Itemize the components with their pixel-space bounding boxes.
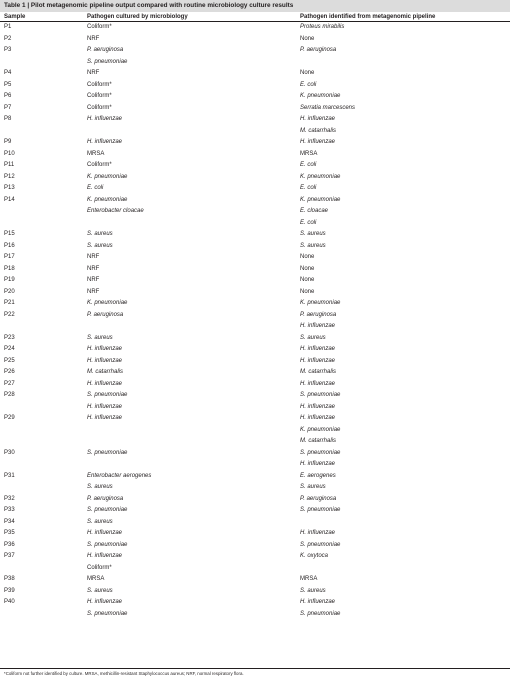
identified-pathogens — [300, 310, 336, 333]
cultured-pathogen: M. catarrhalis — [87, 369, 124, 375]
identified-pathogens — [300, 287, 314, 299]
identified-pathogen: None — [300, 70, 315, 76]
identified-pathogen: None — [300, 265, 315, 272]
cultured-pathogens — [87, 310, 123, 322]
sample-id: P36 — [4, 541, 15, 548]
cultured-pathogens — [87, 367, 123, 379]
identified-pathogens — [300, 574, 317, 586]
identified-pathogen: S. pneumoniae — [300, 392, 341, 398]
table-row — [0, 34, 510, 46]
identified-pathogen: MRSA — [300, 576, 318, 582]
cultured-pathogen: Enterobacter cloacae — [87, 208, 144, 214]
identified-pathogens — [300, 80, 316, 92]
identified-pathogens — [300, 34, 314, 46]
identified-pathogens — [300, 45, 336, 57]
table-row — [0, 149, 510, 161]
identified-pathogen: H. influenzae — [300, 116, 336, 122]
identified-pathogens — [300, 114, 336, 137]
identified-pathogen: Proteus mirabilis — [300, 24, 345, 30]
cultured-pathogens — [87, 287, 99, 299]
table-row — [0, 229, 510, 241]
cultured-pathogen: S. aureus — [87, 242, 113, 249]
sample-id: P18 — [4, 265, 15, 272]
table-row — [0, 528, 510, 540]
identified-pathogen: H. influenzae — [300, 323, 336, 329]
cultured-pathogen: Enterobacter aerogenes — [87, 472, 152, 479]
identified-pathogens — [300, 252, 314, 264]
identified-pathogens — [300, 160, 316, 172]
cultured-pathogen: Coliform* — [87, 93, 112, 99]
sample-id: P33 — [4, 507, 15, 513]
identified-pathogens — [300, 172, 340, 184]
cultured-pathogen: Coliform* — [87, 162, 112, 168]
cultured-pathogen: H. influenzae — [87, 357, 123, 364]
identified-pathogen: S. aureus — [300, 242, 326, 249]
cultured-pathogen: H. influenzae — [87, 599, 123, 605]
cultured-pathogen: S. pneumoniae — [87, 610, 128, 617]
identified-pathogen: H. influenzae — [300, 415, 336, 421]
table-row — [0, 540, 510, 552]
cultured-pathogens — [87, 160, 112, 172]
sample-id: P15 — [4, 231, 15, 237]
sample-id: P8 — [4, 116, 12, 122]
cultured-pathogen: Coliform* — [87, 564, 112, 571]
cultured-pathogen: NRF — [87, 35, 100, 42]
sample-id: P34 — [4, 518, 15, 525]
sample-id: P20 — [4, 288, 15, 295]
sample-id: P24 — [4, 346, 15, 352]
identified-pathogens — [300, 367, 336, 379]
sample-id: P4 — [4, 70, 12, 76]
cultured-pathogens — [87, 195, 144, 218]
cultured-pathogens — [87, 275, 99, 287]
table-row — [0, 344, 510, 356]
cultured-pathogens — [87, 22, 112, 34]
cultured-pathogens — [87, 597, 127, 620]
cultured-pathogens — [87, 333, 113, 345]
identified-pathogens — [300, 494, 336, 506]
cultured-pathogens — [87, 528, 122, 540]
sample-id: P2 — [4, 35, 12, 42]
cultured-pathogen: MRSA — [87, 150, 105, 157]
identified-pathogens — [300, 149, 317, 161]
table-row — [0, 91, 510, 103]
sample-id: P37 — [4, 553, 15, 559]
table-row — [0, 597, 510, 620]
identified-pathogen: H. influenzae — [300, 346, 336, 352]
sample-id: P26 — [4, 369, 15, 375]
identified-pathogens — [300, 275, 314, 287]
table-row — [0, 367, 510, 379]
cultured-pathogen: S. aureus — [87, 231, 113, 237]
identified-pathogens — [300, 379, 335, 391]
table-row — [0, 586, 510, 598]
cultured-pathogens — [87, 183, 103, 195]
identified-pathogens — [300, 390, 340, 413]
cultured-pathogen: NRF — [87, 70, 100, 76]
identified-pathogens — [300, 91, 340, 103]
sample-id: P28 — [4, 392, 15, 398]
identified-pathogen: S. aureus — [300, 334, 326, 341]
header-cultured: Pathogen cultured by microbiology — [87, 14, 188, 20]
table-row — [0, 114, 510, 137]
table-row — [0, 80, 510, 92]
cultured-pathogen: P. aeruginosa — [87, 47, 124, 53]
sample-id: P9 — [4, 139, 12, 145]
identified-pathogens — [300, 68, 314, 80]
identified-pathogen: M. catarrhalis — [300, 127, 337, 134]
identified-pathogen: E. coli — [300, 219, 317, 226]
cultured-pathogen: P. aeruginosa — [87, 495, 124, 502]
identified-pathogen: E. coli — [300, 185, 317, 191]
cultured-pathogen: H. influenzae — [87, 415, 123, 421]
cultured-pathogens — [87, 103, 112, 115]
table-row — [0, 241, 510, 253]
cultured-pathogens — [87, 91, 112, 103]
identified-pathogens — [300, 241, 326, 253]
table-row — [0, 252, 510, 264]
table-row — [0, 160, 510, 172]
identified-pathogen: S. aureus — [300, 484, 326, 490]
cultured-pathogens — [87, 344, 122, 356]
identified-pathogens — [300, 551, 328, 563]
cultured-pathogens — [87, 264, 99, 276]
table-row — [0, 45, 510, 68]
sample-id: P29 — [4, 415, 15, 421]
cultured-pathogen: MRSA — [87, 576, 105, 582]
identified-pathogen: H. influenzae — [300, 530, 336, 536]
identified-pathogens — [300, 333, 326, 345]
cultured-pathogens — [87, 298, 127, 310]
identified-pathogen: H. influenzae — [300, 380, 336, 387]
identified-pathogen: S. aureus — [300, 587, 326, 594]
identified-pathogen: K. pneumoniae — [300, 196, 341, 203]
cultured-pathogen: S. aureus — [87, 484, 113, 490]
table-row — [0, 172, 510, 184]
sample-id: P11 — [4, 162, 15, 168]
identified-pathogen: S. pneumoniae — [300, 507, 341, 513]
cultured-pathogens — [87, 252, 99, 264]
identified-pathogen: K. pneumoniae — [300, 426, 341, 433]
table-row — [0, 379, 510, 391]
cultured-pathogen: NRF — [87, 288, 100, 295]
identified-pathogen: H. influenzae — [300, 461, 336, 467]
cultured-pathogen: S. pneumoniae — [87, 541, 128, 548]
cultured-pathogens — [87, 68, 99, 80]
cultured-pathogens — [87, 540, 127, 552]
identified-pathogen: None — [300, 254, 315, 260]
identified-pathogen: S. pneumoniae — [300, 541, 341, 548]
cultured-pathogens — [87, 45, 127, 68]
identified-pathogen: None — [300, 35, 315, 42]
table-row — [0, 471, 510, 494]
identified-pathogens — [300, 471, 336, 494]
table-row — [0, 137, 510, 149]
cultured-pathogen: S. aureus — [87, 334, 113, 341]
identified-pathogen: M. catarrhalis — [300, 438, 337, 444]
table-row — [0, 310, 510, 333]
sample-id: P14 — [4, 196, 15, 203]
table-row — [0, 275, 510, 287]
identified-pathogen: S. pneumoniae — [300, 610, 341, 617]
identified-pathogens — [300, 540, 340, 552]
identified-pathogen: P. aeruginosa — [300, 311, 337, 318]
identified-pathogens — [300, 344, 335, 356]
sample-id: P39 — [4, 587, 15, 594]
identified-pathogens — [300, 183, 316, 195]
identified-pathogens — [300, 448, 340, 471]
cultured-pathogen: Coliform* — [87, 104, 112, 111]
sample-id: P35 — [4, 530, 15, 536]
identified-pathogen: E. coli — [300, 162, 317, 168]
identified-pathogens — [300, 505, 340, 517]
cultured-pathogens — [87, 241, 113, 253]
cultured-pathogen: S. pneumoniae — [87, 507, 128, 513]
identified-pathogens — [300, 298, 340, 310]
cultured-pathogen: H. influenzae — [87, 116, 123, 122]
table-row — [0, 183, 510, 195]
cultured-pathogens — [87, 80, 112, 92]
cultured-pathogens — [87, 505, 127, 517]
cultured-pathogens — [87, 34, 99, 46]
sample-id: P19 — [4, 277, 15, 283]
sample-id: P1 — [4, 24, 12, 30]
cultured-pathogen: Coliform* — [87, 24, 112, 30]
identified-pathogens — [300, 22, 344, 34]
identified-pathogen: None — [300, 277, 315, 283]
identified-pathogen: S. pneumoniae — [300, 449, 341, 456]
identified-pathogen: M. catarrhalis — [300, 369, 337, 375]
sample-id: P25 — [4, 357, 15, 364]
sample-id: P21 — [4, 300, 15, 306]
cultured-pathogen: H. influenzae — [87, 346, 123, 352]
cultured-pathogens — [87, 574, 104, 586]
identified-pathogens — [300, 356, 335, 368]
identified-pathogen: H. influenzae — [300, 403, 336, 410]
sample-id: P27 — [4, 380, 15, 387]
cultured-pathogen: S. aureus — [87, 518, 113, 525]
sample-id: P40 — [4, 599, 15, 605]
cultured-pathogens — [87, 471, 151, 494]
sample-id: P12 — [4, 173, 15, 180]
identified-pathogen: K. pneumoniae — [300, 173, 341, 180]
identified-pathogens — [300, 103, 355, 115]
identified-pathogens — [300, 229, 326, 241]
sample-id: P5 — [4, 81, 12, 88]
cultured-pathogen: H. influenzae — [87, 380, 123, 387]
identified-pathogen: Serratia marcescens — [300, 104, 356, 111]
table-row — [0, 517, 510, 529]
header-sample: Sample — [4, 14, 26, 20]
cultured-pathogen: S. pneumoniae — [87, 449, 128, 456]
cultured-pathogens — [87, 149, 104, 161]
cultured-pathogen: K. pneumoniae — [87, 173, 128, 180]
cultured-pathogens — [87, 390, 127, 413]
cultured-pathogens — [87, 517, 113, 529]
identified-pathogen: MRSA — [300, 150, 318, 157]
identified-pathogen: S. aureus — [300, 231, 326, 237]
table-row — [0, 413, 510, 448]
table-row — [0, 574, 510, 586]
sample-id: P16 — [4, 242, 15, 249]
sample-id: P22 — [4, 311, 15, 318]
identified-pathogens — [300, 195, 340, 230]
identified-pathogens — [300, 528, 335, 540]
header-identified: Pathogen identified from metagenomic pipeline — [300, 14, 436, 20]
cultured-pathogens — [87, 413, 122, 425]
table-row — [0, 68, 510, 80]
identified-pathogens — [300, 597, 340, 620]
identified-pathogen: E. cloacae — [300, 208, 329, 214]
table-row — [0, 356, 510, 368]
table-caption: Table 1 | Pilot metagenomic pipeline output compared with routine microbiology culture results — [0, 0, 510, 12]
identified-pathogen: P. aeruginosa — [300, 495, 337, 502]
cultured-pathogens — [87, 356, 122, 368]
cultured-pathogen: NRF — [87, 277, 100, 283]
table-footnote: *Coliform not further identified by culture. MRSA, methicillin-resistant Staphylococcus aureus; NRF, normal respiratory flora. — [0, 668, 510, 678]
identified-pathogen: K. pneumoniae — [300, 300, 341, 306]
cultured-pathogen: S. aureus — [87, 587, 113, 594]
cultured-pathogens — [87, 448, 127, 460]
cultured-pathogens — [87, 137, 122, 149]
cultured-pathogen: K. pneumoniae — [87, 300, 128, 306]
sample-id: P17 — [4, 254, 15, 260]
cultured-pathogen: P. aeruginosa — [87, 311, 124, 318]
sample-id: P32 — [4, 495, 15, 502]
sample-id: P30 — [4, 449, 15, 456]
cultured-pathogens — [87, 229, 113, 241]
cultured-pathogen: S. pneumoniae — [87, 392, 128, 398]
identified-pathogens — [300, 264, 314, 276]
cultured-pathogen: Coliform* — [87, 81, 112, 88]
sample-id: P7 — [4, 104, 12, 111]
cultured-pathogens — [87, 114, 122, 126]
table-row — [0, 551, 510, 574]
cultured-pathogens — [87, 551, 122, 574]
table-row — [0, 333, 510, 345]
sample-id: P23 — [4, 334, 15, 341]
table-row — [0, 103, 510, 115]
identified-pathogen: None — [300, 288, 315, 295]
cultured-pathogen: H. influenzae — [87, 530, 123, 536]
identified-pathogen: H. influenzae — [300, 139, 336, 145]
cultured-pathogen: K. pneumoniae — [87, 196, 128, 203]
cultured-pathogen: H. influenzae — [87, 553, 123, 559]
sample-id: P13 — [4, 185, 15, 191]
table-row — [0, 264, 510, 276]
table-row — [0, 195, 510, 230]
cultured-pathogen: NRF — [87, 254, 100, 260]
identified-pathogen: P. aeruginosa — [300, 47, 337, 53]
table-header-row — [0, 12, 510, 22]
identified-pathogens — [300, 413, 340, 448]
identified-pathogen: E. aerogenes — [300, 472, 336, 479]
sample-id: P38 — [4, 576, 15, 582]
table-row — [0, 22, 510, 34]
cultured-pathogen: H. influenzae — [87, 403, 123, 410]
cultured-pathogens — [87, 172, 127, 184]
sample-id: P10 — [4, 150, 15, 157]
table-body — [0, 22, 510, 620]
identified-pathogen: H. influenzae — [300, 357, 336, 364]
sample-id: P3 — [4, 47, 12, 53]
identified-pathogen: H. influenzae — [300, 599, 336, 605]
table-row — [0, 298, 510, 310]
cultured-pathogens — [87, 379, 122, 391]
table-row — [0, 505, 510, 517]
cultured-pathogen: E. coli — [87, 185, 104, 191]
cultured-pathogens — [87, 586, 113, 598]
identified-pathogens — [300, 586, 326, 598]
sample-id: P31 — [4, 472, 15, 479]
cultured-pathogen: H. influenzae — [87, 139, 123, 145]
table-row — [0, 390, 510, 413]
cultured-pathogen: S. pneumoniae — [87, 58, 128, 65]
table-row — [0, 287, 510, 299]
cultured-pathogens — [87, 494, 123, 506]
identified-pathogen: K. pneumoniae — [300, 93, 341, 99]
identified-pathogens — [300, 137, 335, 149]
cultured-pathogen: NRF — [87, 265, 100, 272]
identified-pathogen: K. oxytoca — [300, 553, 329, 559]
table-row — [0, 448, 510, 471]
table-row — [0, 494, 510, 506]
sample-id: P6 — [4, 93, 12, 99]
identified-pathogen: E. coli — [300, 81, 317, 88]
